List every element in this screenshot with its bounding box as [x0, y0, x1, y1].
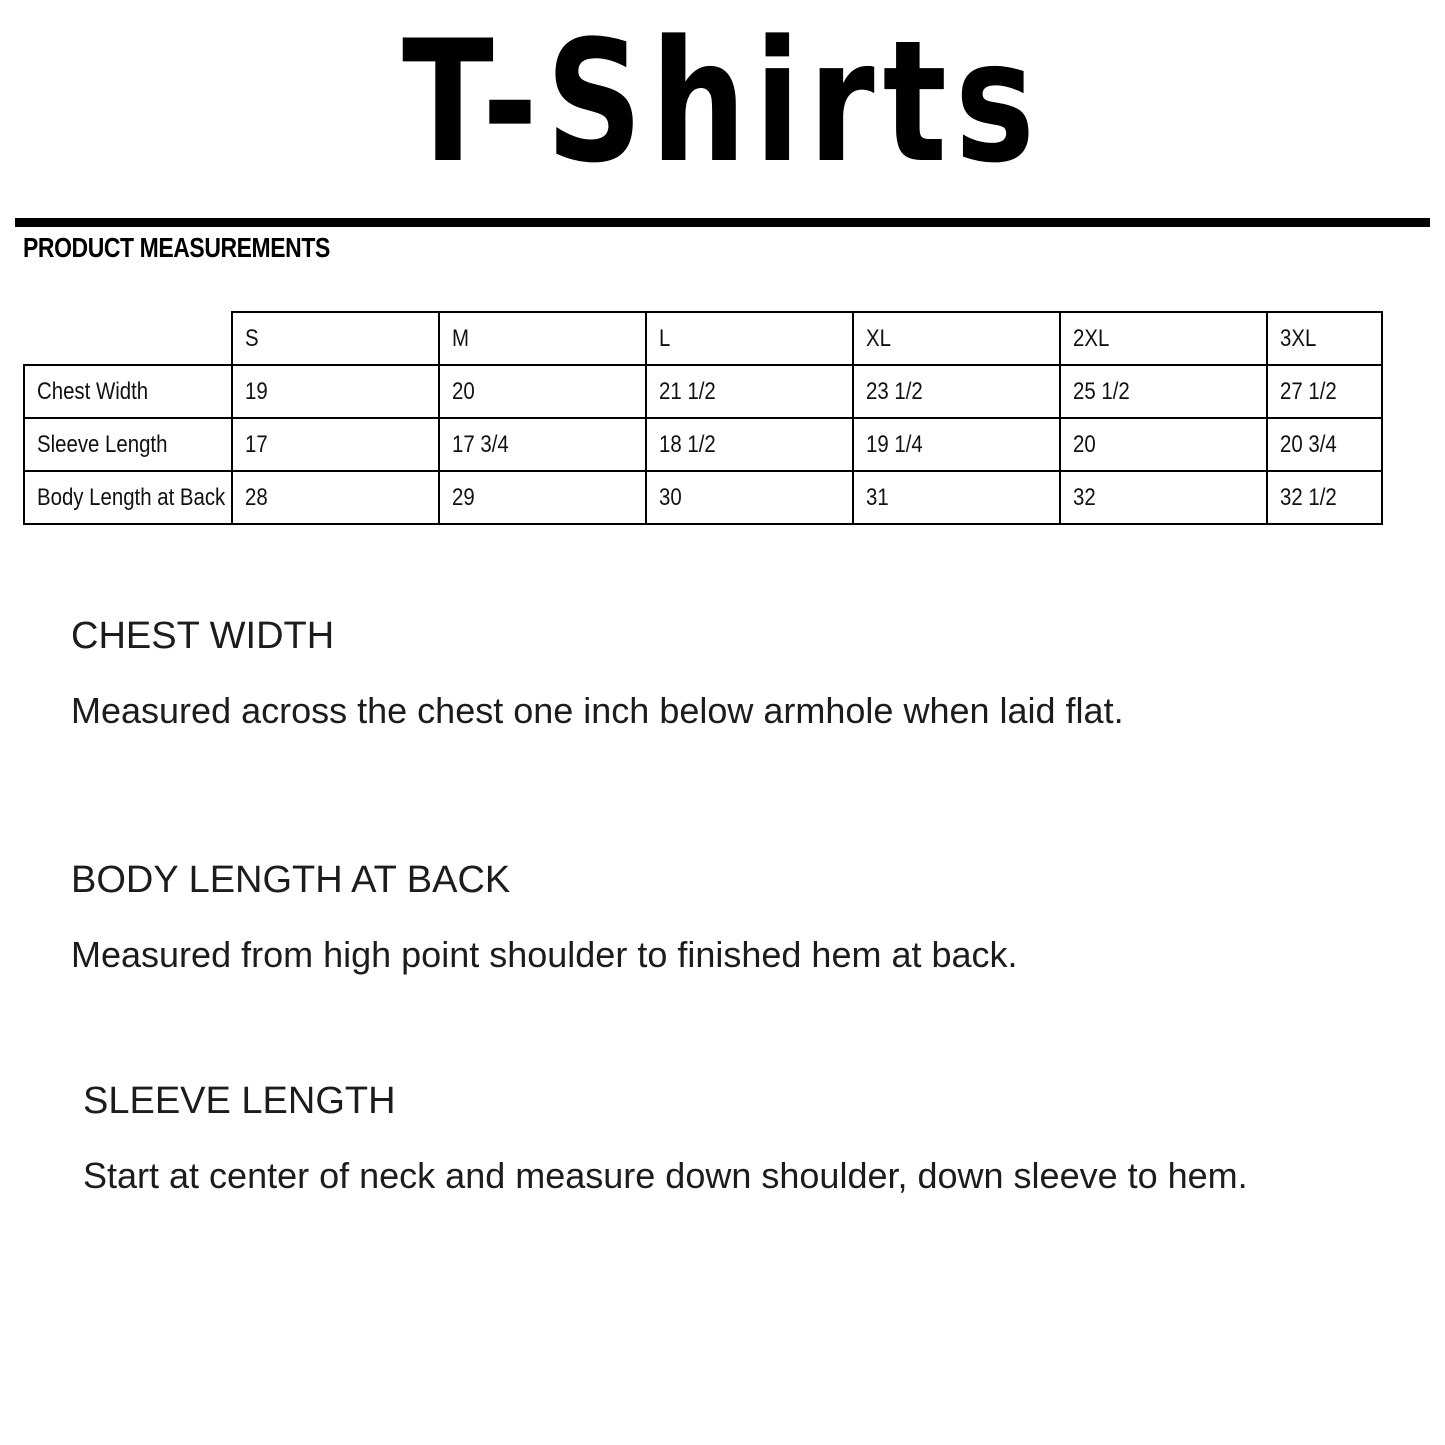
table-cell: 27 1/2 — [1267, 365, 1382, 418]
table-cell: 19 — [232, 365, 439, 418]
table-corner-cell — [24, 312, 232, 365]
chest-width-heading: CHEST WIDTH — [71, 615, 335, 657]
row-label: Body Length at Back — [24, 471, 232, 524]
page-title-container — [0, 0, 1445, 215]
table-cell: 30 — [646, 471, 853, 524]
table-cell: 31 — [853, 471, 1060, 524]
table-cell: 20 — [439, 365, 646, 418]
table-cell: 23 1/2 — [853, 365, 1060, 418]
table-header-row — [24, 312, 1382, 365]
size-header: 2XL — [1060, 312, 1267, 365]
table-cell: 29 — [439, 471, 646, 524]
table-cell: 17 — [232, 418, 439, 471]
table-cell: 20 3/4 — [1267, 418, 1382, 471]
size-chart-table — [23, 311, 1383, 525]
size-header: XL — [853, 312, 1060, 365]
row-label: Chest Width — [24, 365, 232, 418]
table-cell: 25 1/2 — [1060, 365, 1267, 418]
table-row — [24, 418, 1382, 471]
title-divider — [15, 218, 1430, 227]
sleeve-length-heading: SLEEVE LENGTH — [83, 1080, 396, 1122]
table-cell: 21 1/2 — [646, 365, 853, 418]
size-header: S — [232, 312, 439, 365]
table-cell: 18 1/2 — [646, 418, 853, 471]
table-cell: 32 1/2 — [1267, 471, 1382, 524]
section-label: PRODUCT MEASUREMENTS — [23, 232, 330, 263]
body-length-description: Measured from high point shoulder to finished hem at back. — [71, 934, 1018, 975]
sleeve-length-description: Start at center of neck and measure down shoulder, down sleeve to hem. — [83, 1155, 1248, 1196]
page-title: T-Shirts — [402, 3, 1043, 200]
table-cell: 17 3/4 — [439, 418, 646, 471]
table-cell: 32 — [1060, 471, 1267, 524]
chest-width-description: Measured across the chest one inch below armhole when laid flat. — [71, 690, 1124, 731]
table-row — [24, 365, 1382, 418]
table-cell: 28 — [232, 471, 439, 524]
size-header: M — [439, 312, 646, 365]
size-header: 3XL — [1267, 312, 1382, 365]
table-row — [24, 471, 1382, 524]
table-cell: 20 — [1060, 418, 1267, 471]
body-length-heading: BODY LENGTH AT BACK — [71, 859, 511, 901]
size-header: L — [646, 312, 853, 365]
row-label: Sleeve Length — [24, 418, 232, 471]
table-cell: 19 1/4 — [853, 418, 1060, 471]
